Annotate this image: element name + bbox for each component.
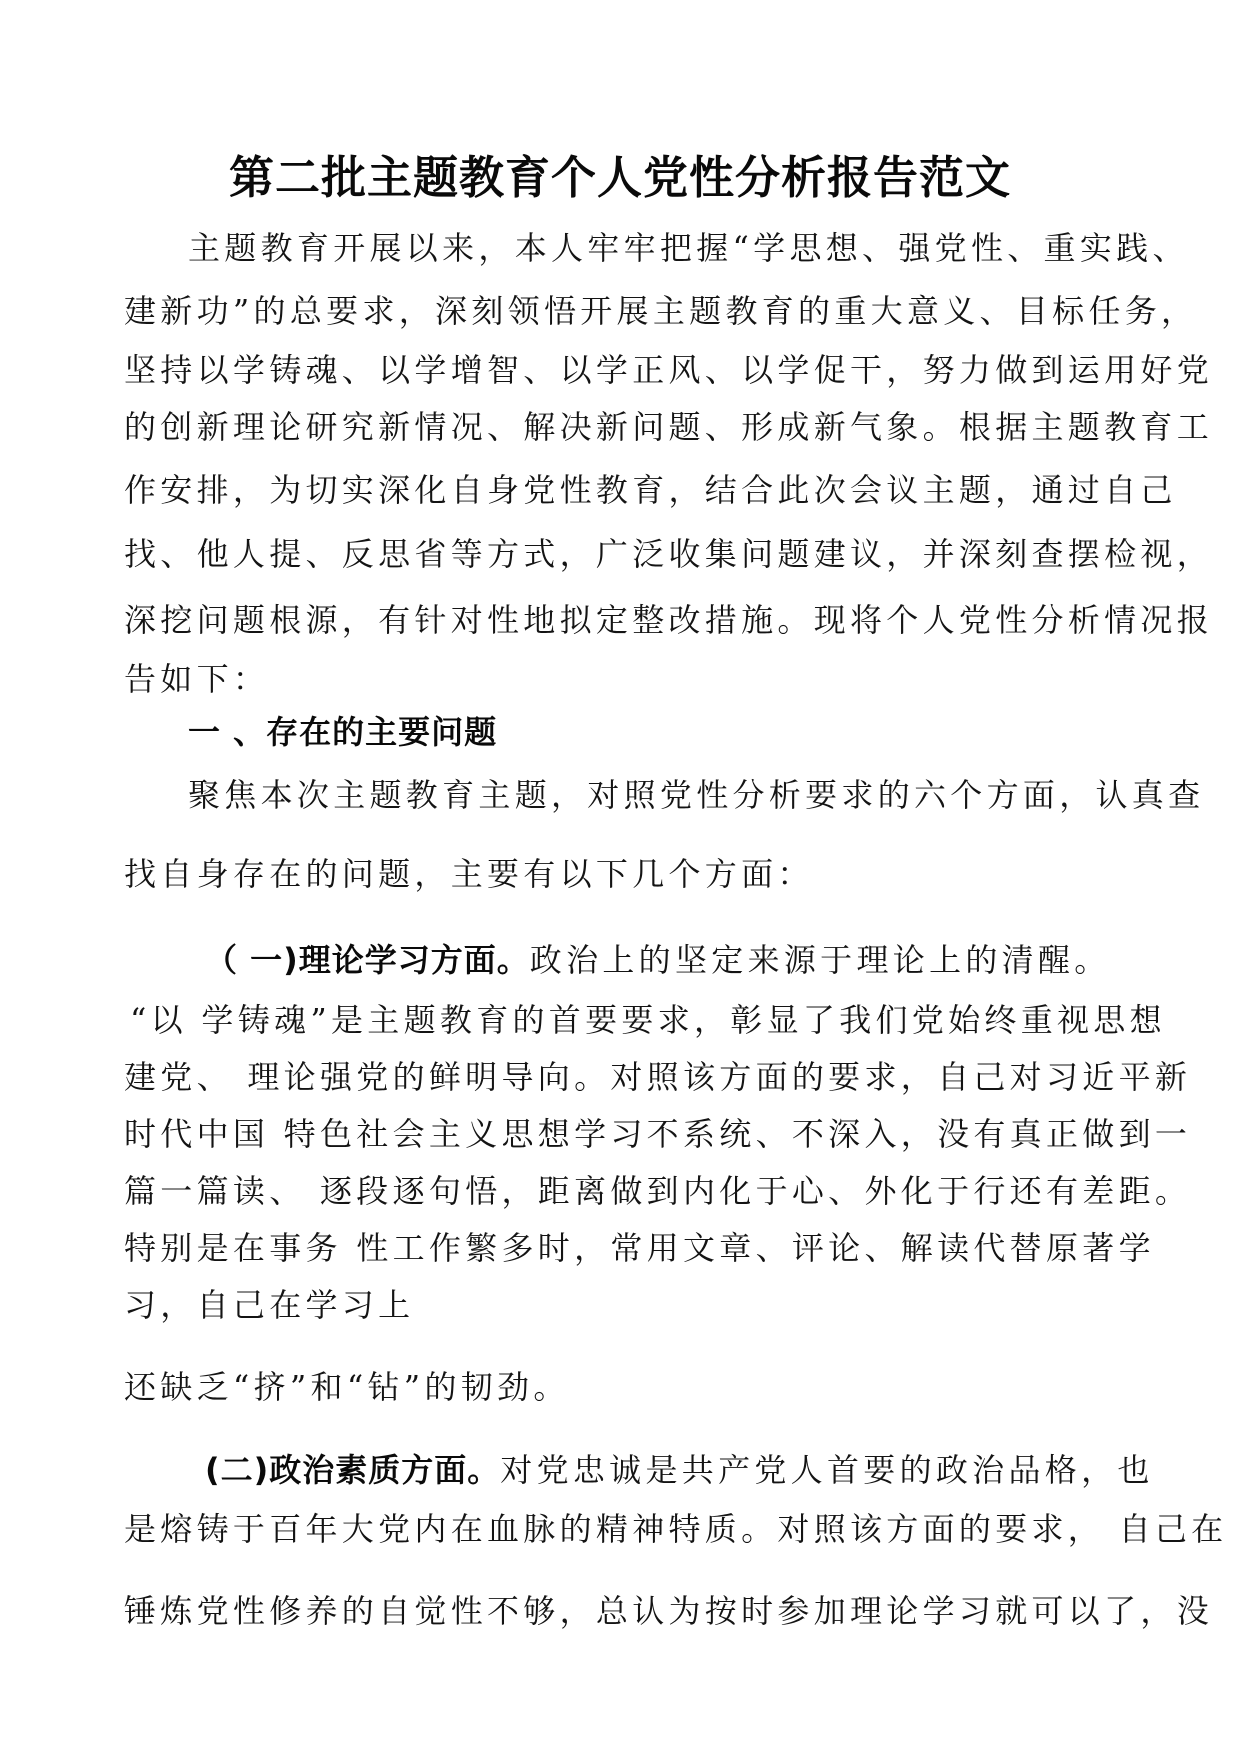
- item2-first-line: [205, 1448, 1154, 1492]
- document-title: 第二批主题教育个人党性分析报告范文: [228, 151, 1011, 204]
- intro-line: 的创新理论研究新情况、解决新问题、形成新气象。根据主题教育工: [124, 408, 1214, 446]
- item2-first-line-text: 对党忠诚是共产党人首要的政治品格，也: [500, 1451, 1154, 1489]
- item2-line: 锤炼党性修养的自觉性不够，总认为按时参加理论学习就可以了，没: [124, 1592, 1214, 1630]
- section-intro-line: 聚焦本次主题教育主题，对照党性分析要求的六个方面，认真查: [188, 776, 1205, 814]
- item2-heading: (二)政治素质方面。: [205, 1451, 501, 1489]
- intro-line: 坚持以学铸魂、以学增智、以学正风、以学促干，努力做到运用好党: [124, 351, 1214, 389]
- section-intro-line: 找自身存在的问题，主要有以下几个方面：: [124, 855, 814, 893]
- intro-line: 建新功”的总要求，深刻领悟开展主题教育的重大意义、目标任务，: [124, 292, 1198, 330]
- item1-first-line-text: 政治上的坚定来源于理论上的清醒。: [529, 941, 1111, 979]
- item1-line: 篇一篇读、 逐段逐句悟，距离做到内化于心、外化于行还有差距。: [124, 1172, 1192, 1210]
- item1-line: 习，自己在学习上: [124, 1286, 415, 1324]
- intro-line: 作安排，为切实深化自身党性教育，结合此次会议主题，通过自己: [124, 471, 1177, 509]
- item1-line: 建党、 理论强党的鲜明导向。对照该方面的要求，自己对习近平新: [124, 1058, 1192, 1096]
- section-heading: 一 、存在的主要问题: [188, 713, 498, 751]
- item1-line: 还缺乏“挤”和“钻”的韧劲。: [124, 1368, 570, 1406]
- item1-line: 时代中国 特色社会主义思想学习不系统、不深入，没有真正做到一: [124, 1115, 1192, 1153]
- item1-line: “以 学铸魂”是主题教育的首要要求，彰显了我们党始终重视思想: [130, 1001, 1166, 1039]
- item1-heading: （ 一)理论学习方面。: [205, 941, 530, 979]
- item1-first-line: [205, 938, 1111, 982]
- intro-line: 主题教育开展以来，本人牢牢把握“学思想、强党性、重实践、: [188, 229, 1189, 267]
- item2-line: 是熔铸于百年大党内在血脉的精神特质。对照该方面的要求， 自己在: [124, 1510, 1228, 1548]
- intro-line: 深挖问题根源，有针对性地拟定整改措施。现将个人党性分析情况报: [124, 601, 1214, 639]
- item1-line: 特别是在事务 性工作繁多时，常用文章、评论、解读代替原著学: [124, 1229, 1155, 1267]
- intro-line: 告如下：: [124, 660, 270, 698]
- intro-line: 找、他人提、反思省等方式，广泛收集问题建议，并深刻查摆检视，: [124, 535, 1214, 573]
